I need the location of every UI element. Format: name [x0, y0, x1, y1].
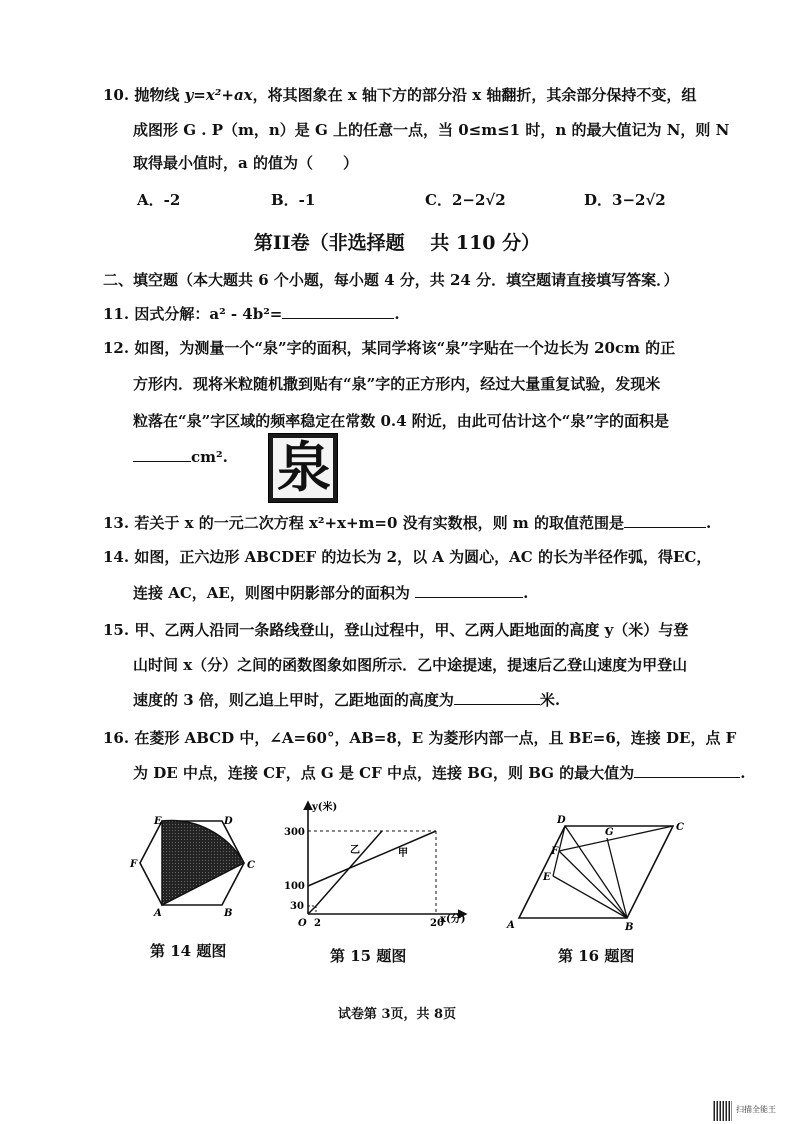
q14-number: 14.: [103, 548, 130, 566]
fig15-tick-20: 20: [430, 918, 444, 929]
fig16-label-G: G: [605, 827, 614, 838]
section-title: 第II卷（非选择题 共 110 分）: [253, 232, 541, 254]
fig15-x-label: x(分): [440, 914, 466, 925]
q16-text2: 为 DE 中点，连接 CF，点 G 是 CF 中点，连接 BG，则 BG 的最大值为: [133, 764, 635, 782]
fig16-label-C: C: [676, 822, 684, 833]
fig16-rhombus-figure: [505, 808, 695, 933]
q16-line2: [133, 763, 745, 783]
fig15-tick-30: 30: [290, 901, 304, 912]
fig15-tick-300: 300: [284, 827, 305, 838]
fig14-label-D: D: [224, 816, 233, 827]
q11-number: 11.: [103, 305, 130, 323]
q10-text-a: 抛物线: [134, 86, 185, 104]
fig16-label-F: F: [551, 846, 559, 857]
fig14-label-B: B: [224, 908, 233, 919]
q12-line1: [103, 338, 675, 358]
q16-text1: 在菱形 ABCD 中，∠A=60°，AB=8，E 为菱形内部一点，且 BE=6，连接 DE，点 F: [134, 729, 737, 747]
fig14-caption: 第 14 题图: [150, 942, 227, 960]
q15-answer-blank: [454, 690, 540, 705]
fig16-label-E: E: [543, 872, 551, 883]
q12-line3: 粒落在“泉”字区域的频率稳定在常数 0.4 附近，由此可估计这个“泉”字的面积是: [133, 412, 670, 430]
q15-text3a: 速度的 3 倍，则乙追上甲时，乙距地面的高度为: [133, 691, 454, 709]
q12-unit: cm².: [191, 448, 228, 466]
fig14-label-F: F: [130, 859, 138, 870]
q12-text1: 如图，为测量一个“泉”字的面积，某同学将该“泉”字贴在一个边长为 20cm 的正: [134, 339, 676, 357]
segment-GB: [607, 838, 627, 918]
q16-line1: [103, 728, 736, 748]
q11-end: .: [394, 305, 400, 323]
segment-DB: [565, 826, 627, 918]
q13-number: 13.: [103, 514, 130, 532]
q13-end: .: [705, 514, 712, 532]
q13: [103, 513, 711, 533]
q15-line3: [133, 690, 560, 710]
q14-line2: [133, 583, 528, 603]
q14-answer-blank: [415, 583, 523, 598]
quan-character-image: [268, 433, 338, 503]
q13-text: 若关于 x 的一元二次方程 x²+x+m=0 没有实数根，则 m 的取值范围是: [134, 514, 624, 532]
q13-answer-blank: [624, 513, 706, 528]
fig16-label-D: D: [557, 815, 566, 826]
q10-option-c: C．2−2√2: [425, 191, 506, 209]
fig15-y-label: y(米): [312, 802, 338, 813]
q16-answer-blank: [634, 763, 740, 778]
line-yi: [308, 831, 382, 914]
q10-text-b: ，将其图象在 x 轴下方的部分沿 x 轴翻折，其余部分保持不变，组: [252, 86, 697, 104]
scanner-brand: 扫描全能王: [736, 1105, 776, 1114]
qr-code-icon: [712, 1101, 732, 1121]
q14-text1: 如图，正六边形 ABCDEF 的边长为 2，以 A 为圆心，AC 的长为半径作弧，得EC，: [134, 548, 712, 566]
q10-option-a: A．-2: [137, 191, 181, 209]
q10-option-b: B．-1: [271, 191, 316, 209]
q11: [103, 304, 400, 324]
fig14-hexagon-figure: [120, 808, 260, 928]
page-footer: 试卷第 3页，共 8页: [337, 1007, 457, 1022]
fig16-label-A: A: [507, 920, 515, 931]
q10-line3: 取得最小值时，a 的值为（ ）: [133, 154, 358, 172]
shaded-sector: [162, 821, 244, 905]
fig14-label-A: A: [154, 908, 162, 919]
quan-character: 泉: [277, 436, 331, 499]
q16-number: 16.: [103, 729, 130, 747]
q14-text2: 连接 AC，AE，则图中阴影部分的面积为: [133, 584, 410, 602]
fig15-tick-100: 100: [284, 881, 305, 892]
q12-answer-blank: [133, 447, 191, 462]
q11-text: 因式分解：a² - 4b²=: [134, 305, 283, 323]
fig15-origin: O: [298, 918, 307, 929]
fig16-label-B: B: [625, 922, 634, 933]
q12-line4: [133, 447, 228, 467]
part2-header: 二、填空题（本大题共 6 个小题，每小题 4 分，共 24 分．填空题请直接填写答案．）: [103, 271, 679, 289]
q12-line2: 方形内．现将米粒随机撒到贴有“泉”字的正方形内，经过大量重复试验，发现米: [133, 375, 661, 393]
q10-number: 10.: [103, 86, 130, 104]
q10-equation: y=x²+ax: [184, 86, 253, 104]
fig14-label-E: E: [154, 816, 162, 827]
fig14-label-C: C: [247, 860, 255, 871]
q15-text3b: 米.: [539, 691, 561, 709]
fig15-tick-2: 2: [314, 918, 321, 929]
fig16-caption: 第 16 题图: [558, 947, 635, 965]
fig15-graph: [278, 796, 478, 936]
segment-FC: [559, 826, 673, 851]
q11-answer-blank: [282, 304, 394, 319]
fig15-caption: 第 15 题图: [330, 947, 407, 965]
q15-number: 15.: [103, 621, 130, 639]
fig15-label-yi: 乙: [350, 845, 360, 856]
line-jia: [308, 831, 436, 886]
q10-line2: 成图形 G . P（m，n）是 G 上的任意一点，当 0≤m≤1 时，n 的最大值记为 N，则 N: [133, 121, 730, 139]
q12-number: 12.: [103, 339, 130, 357]
fig15-label-jia: 甲: [398, 848, 408, 859]
q10-option-d: D．3−2√2: [584, 191, 666, 209]
q14-end: .: [523, 584, 529, 602]
q10-line1: [103, 85, 696, 105]
q15-text1: 甲、乙两人沿同一条路线登山，登山过程中，甲、乙两人距地面的高度 y（米）与登: [134, 621, 689, 639]
q15-line1: [103, 620, 688, 640]
q16-end: .: [740, 764, 746, 782]
q14-line1: [103, 547, 711, 567]
q15-line2: 山时间 x（分）之间的函数图象如图所示．乙中途提速，提速后乙登山速度为甲登山: [133, 656, 688, 674]
